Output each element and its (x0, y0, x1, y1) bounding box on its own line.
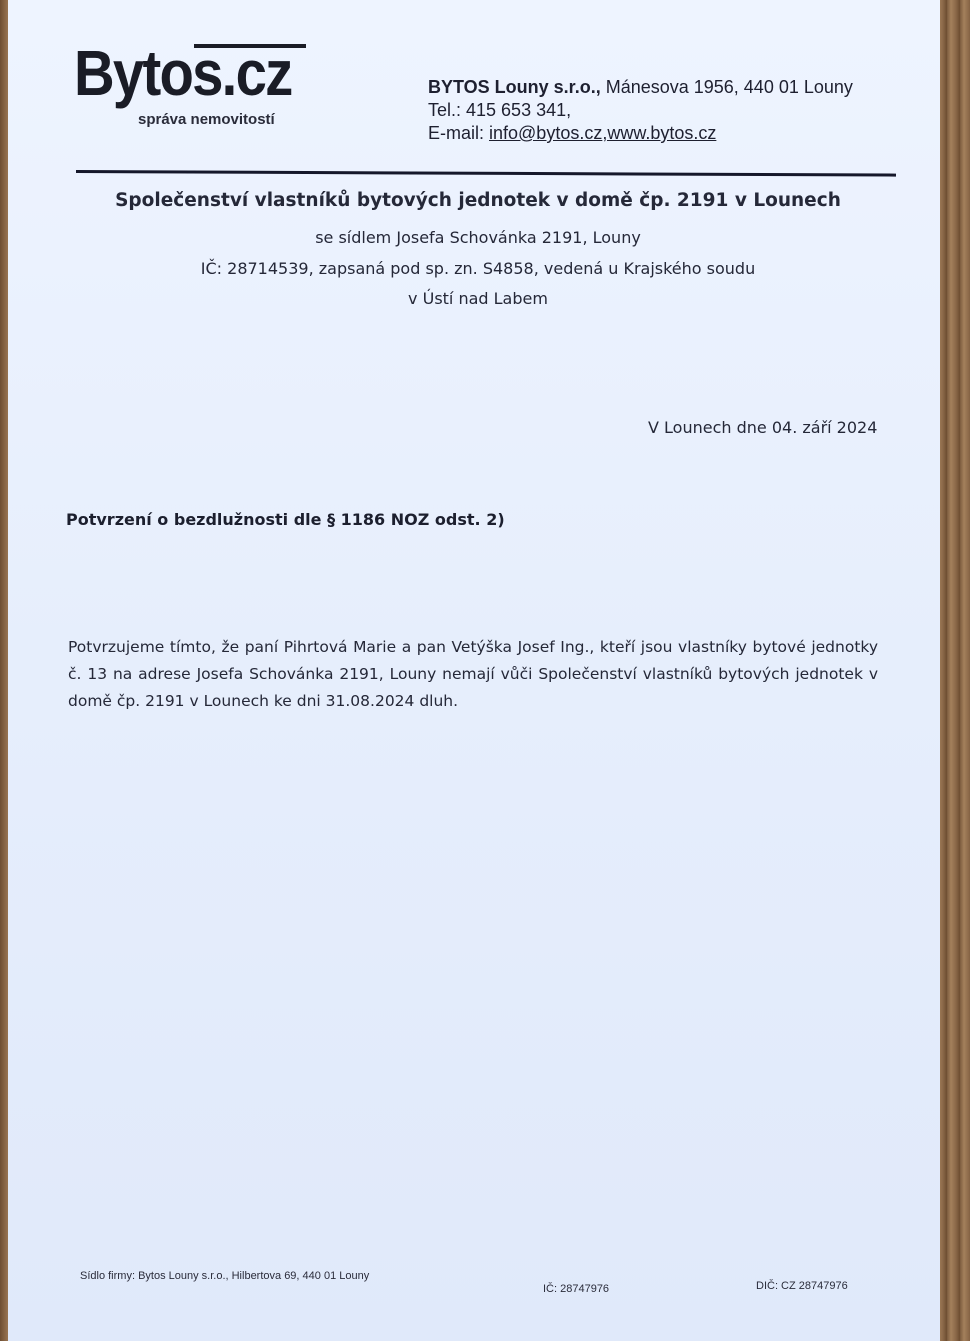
company-phone: Tel.: 415 653 341, (428, 100, 572, 120)
association-seat: se sídlem Josefa Schovánka 2191, Louny (315, 228, 641, 247)
website-link[interactable]: ,www.bytos.cz (602, 123, 717, 143)
association-registration: IČ: 28714539, zapsaná pod sp. zn. S4858, vedená u Krajského soudu (200, 259, 756, 278)
footer-dic: DIČ: CZ 28747976 (756, 1280, 848, 1292)
company-line (428, 76, 853, 99)
association-title: Společenství vlastníků bytových jednotek v domě čp. 2191 v Lounech (115, 190, 841, 211)
bytos-logo (74, 38, 314, 133)
document-heading: Potvrzení o bezdlužnosti dle § 1186 NOZ odst. 2) (66, 510, 505, 529)
document-page (8, 0, 940, 1341)
header-divider (76, 170, 896, 177)
email-label: E-mail: (428, 123, 490, 143)
logo-text: Bytos.cz (74, 37, 292, 109)
email-link[interactable]: info@bytos.cz (489, 123, 603, 143)
company-email-line (428, 122, 853, 145)
company-name: BYTOS Louny s.r.o., (428, 77, 601, 97)
document-body: Potvrzujeme tímto, že paní Pihrtová Marie a pan Vetýška Josef Ing., kteří jsou vlastníky bytové jednotky č. 13 na adrese Josefa Schovánka 2191, Louny nemají vůči Společenství vlastníků bytových jednotek v domě čp. 2191 v Lounech ke dni 31.08.2024 dluh. (68, 638, 878, 710)
company-contact (428, 76, 853, 145)
company-address: Mánesova 1956, 440 01 Louny (600, 77, 853, 97)
logo-subtitle: správa nemovitostí (138, 111, 275, 128)
footer-ic: IČ: 28747976 (543, 1283, 610, 1295)
association-court-city: v Ústí nad Labem (408, 289, 548, 308)
footer-company-seat: Sídlo firmy: Bytos Louny s.r.o., Hilbertova 69, 440 01 Louny (80, 1270, 370, 1282)
document-date: V Lounech dne 04. září 2024 (648, 418, 878, 437)
